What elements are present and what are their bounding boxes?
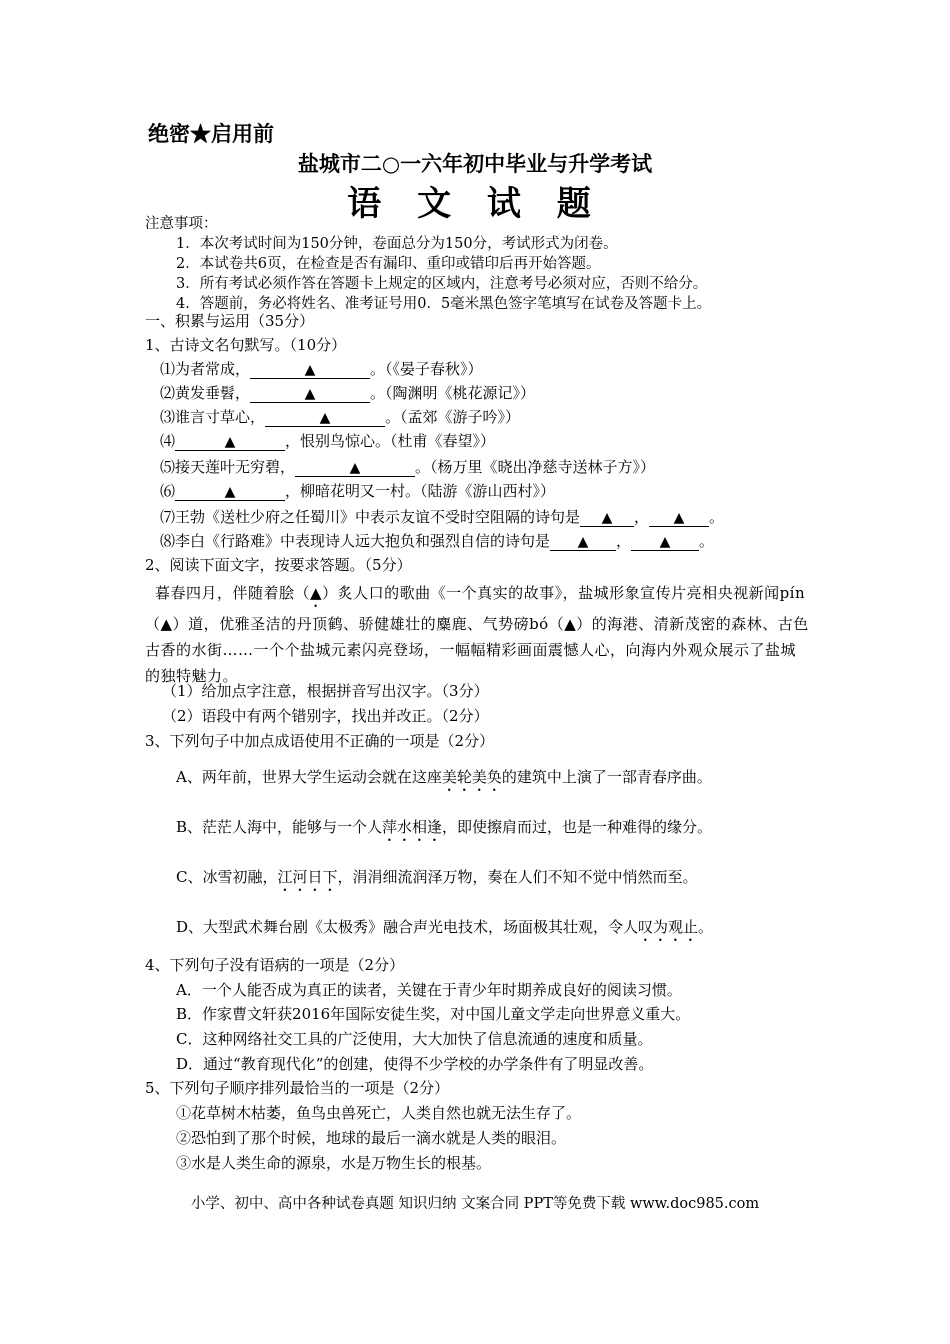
notice-item: 4．答题前，务必将姓名、准考证号用0．5毫米黑色签字笔填写在试卷及答题卡上。 (176, 296, 712, 312)
question-4-title: 4、下列句子没有语病的一项是（2分） (145, 956, 405, 974)
answer-blank[interactable]: ▲ (295, 458, 415, 477)
recite-item-7: ⑺王勃《送杜少府之任蜀川》中表示友谊不受时空阻隔的诗句是 ▲ ， ▲ 。 (160, 508, 725, 526)
notice-item: 3．所有考试必须作答在答题卡上规定的区域内，注意考号必须对应，否则不给分。 (176, 276, 708, 292)
option-d: D．通过“教育现代化”的创建，使得不少学校的办学条件有了明显改善。 (176, 1055, 654, 1073)
secret-label: 绝密★启用前 (148, 121, 274, 146)
notice-item: 2．本试卷共6页，在检查是否有漏印、重印或错印后再开始答题。 (176, 256, 601, 272)
recite-item-8: ⑻李白《行路难》中表现诗人远大抱负和强烈自信的诗句是 ▲ ， ▲ 。 (160, 532, 715, 550)
question-5-title: 5、下列句子顺序排列最恰当的一项是（2分） (145, 1079, 450, 1097)
recite-item-1: ⑴为者常成， ▲ 。（《晏子春秋》） (160, 360, 483, 378)
option-c: C．这种网络社交工具的广泛使用，大大加快了信息流通的速度和质量。 (176, 1030, 653, 1048)
answer-blank[interactable]: ▲ (175, 482, 285, 501)
sentence-item: ③水是人类生命的源泉，水是万物生长的根基。 (176, 1154, 492, 1172)
reading-passage: 暮春四月，伴随着脍（▲）炙人口的歌曲《一个真实的故事》，盐城形象宣传片亮相央视新闻pín（▲）道，优雅圣洁的丹顶鹤、骄健雄壮的麋鹿、气势磅bó（▲）的海港、清新茂密的森林、古色古香的水街……一个个盐城元素闪亮登场，一幅幅精彩画面震憾人心，向海内外观众展示了盐城的独特魅力。 (145, 584, 809, 685)
answer-blank[interactable]: ▲ (550, 532, 616, 551)
subject-title: 语 文 试 题 (347, 184, 603, 224)
option-b: B．作家曹文轩获2016年国际安徒生奖，对中国儿童文学走向世界意义重大。 (176, 1005, 691, 1023)
answer-blank[interactable]: ▲ (250, 384, 370, 403)
option-a: A、两年前，世界大学生运动会就在这座美轮美奂的建筑中上演了一部青春序曲。 (176, 768, 712, 786)
recite-item-3: ⑶谁言寸草心， ▲ 。（孟郊《游子吟》） (160, 408, 521, 426)
footer-watermark: 小学、初中、高中各种试卷真题 知识归纳 文案合同 PPT等免费下载 www.doc985.com (190, 1196, 760, 1212)
option-d: D、大型武术舞台剧《太极秀》融合声光电技术，场面极其壮观，令人叹为观止。 (176, 918, 714, 936)
notice-heading: 注意事项： (145, 216, 218, 232)
option-a: A．一个人能否成为真正的读者，关键在于青少年时期养成良好的阅读习惯。 (176, 981, 682, 999)
notice-item: 1．本次考试时间为150分钟，卷面总分为150分，考试形式为闭卷。 (176, 236, 618, 252)
answer-blank[interactable]: ▲ (250, 360, 370, 379)
question-2-sub-2: （2）语段中有两个错别字，找出并改正。（2分） (162, 707, 489, 725)
question-1-title: 1、古诗文名句默写。（10分） (145, 336, 347, 354)
question-3-title: 3、下列句子中加点成语使用不正确的一项是（2分） (145, 732, 495, 750)
answer-blank[interactable]: ▲ (631, 532, 699, 551)
question-2-sub-1: （1）给加点字注意，根据拼音写出汉字。（3分） (162, 682, 489, 700)
section-title: 一、积累与运用（35分） (145, 312, 315, 330)
recite-item-4: ⑷ ▲ ，恨别鸟惊心。（杜甫《春望》） (160, 432, 496, 450)
answer-blank[interactable]: ▲ (580, 508, 634, 527)
option-b: B、茫茫人海中，能够与一个人萍水相逢，即使擦肩而过，也是一种难得的缘分。 (176, 818, 713, 836)
answer-blank[interactable]: ▲ (175, 432, 285, 451)
sentence-item: ①花草树木枯萎，鱼鸟虫兽死亡，人类自然也就无法生存了。 (176, 1104, 582, 1122)
recite-item-5: ⑸接天莲叶无穷碧， ▲ 。（杨万里《晓出净慈寺送林子方》） (160, 458, 656, 476)
exam-title: 盐城市二○一六年初中毕业与升学考试 (297, 151, 653, 176)
sentence-item: ②恐怕到了那个时候，地球的最后一滴水就是人类的眼泪。 (176, 1129, 567, 1147)
recite-item-6: ⑹ ▲ ，柳暗花明又一村。（陆游《游山西村》） (160, 482, 556, 500)
recite-item-2: ⑵黄发垂髫， ▲ 。（陶渊明《桃花源记》） (160, 384, 536, 402)
option-c: C、冰雪初融，江河日下，涓涓细流润泽万物，奏在人们不知不觉中悄然而至。 (176, 868, 698, 886)
answer-blank[interactable]: ▲ (265, 408, 385, 427)
answer-blank[interactable]: ▲ (649, 508, 709, 527)
question-2-title: 2、阅读下面文字，按要求答题。（5分） (145, 556, 412, 574)
